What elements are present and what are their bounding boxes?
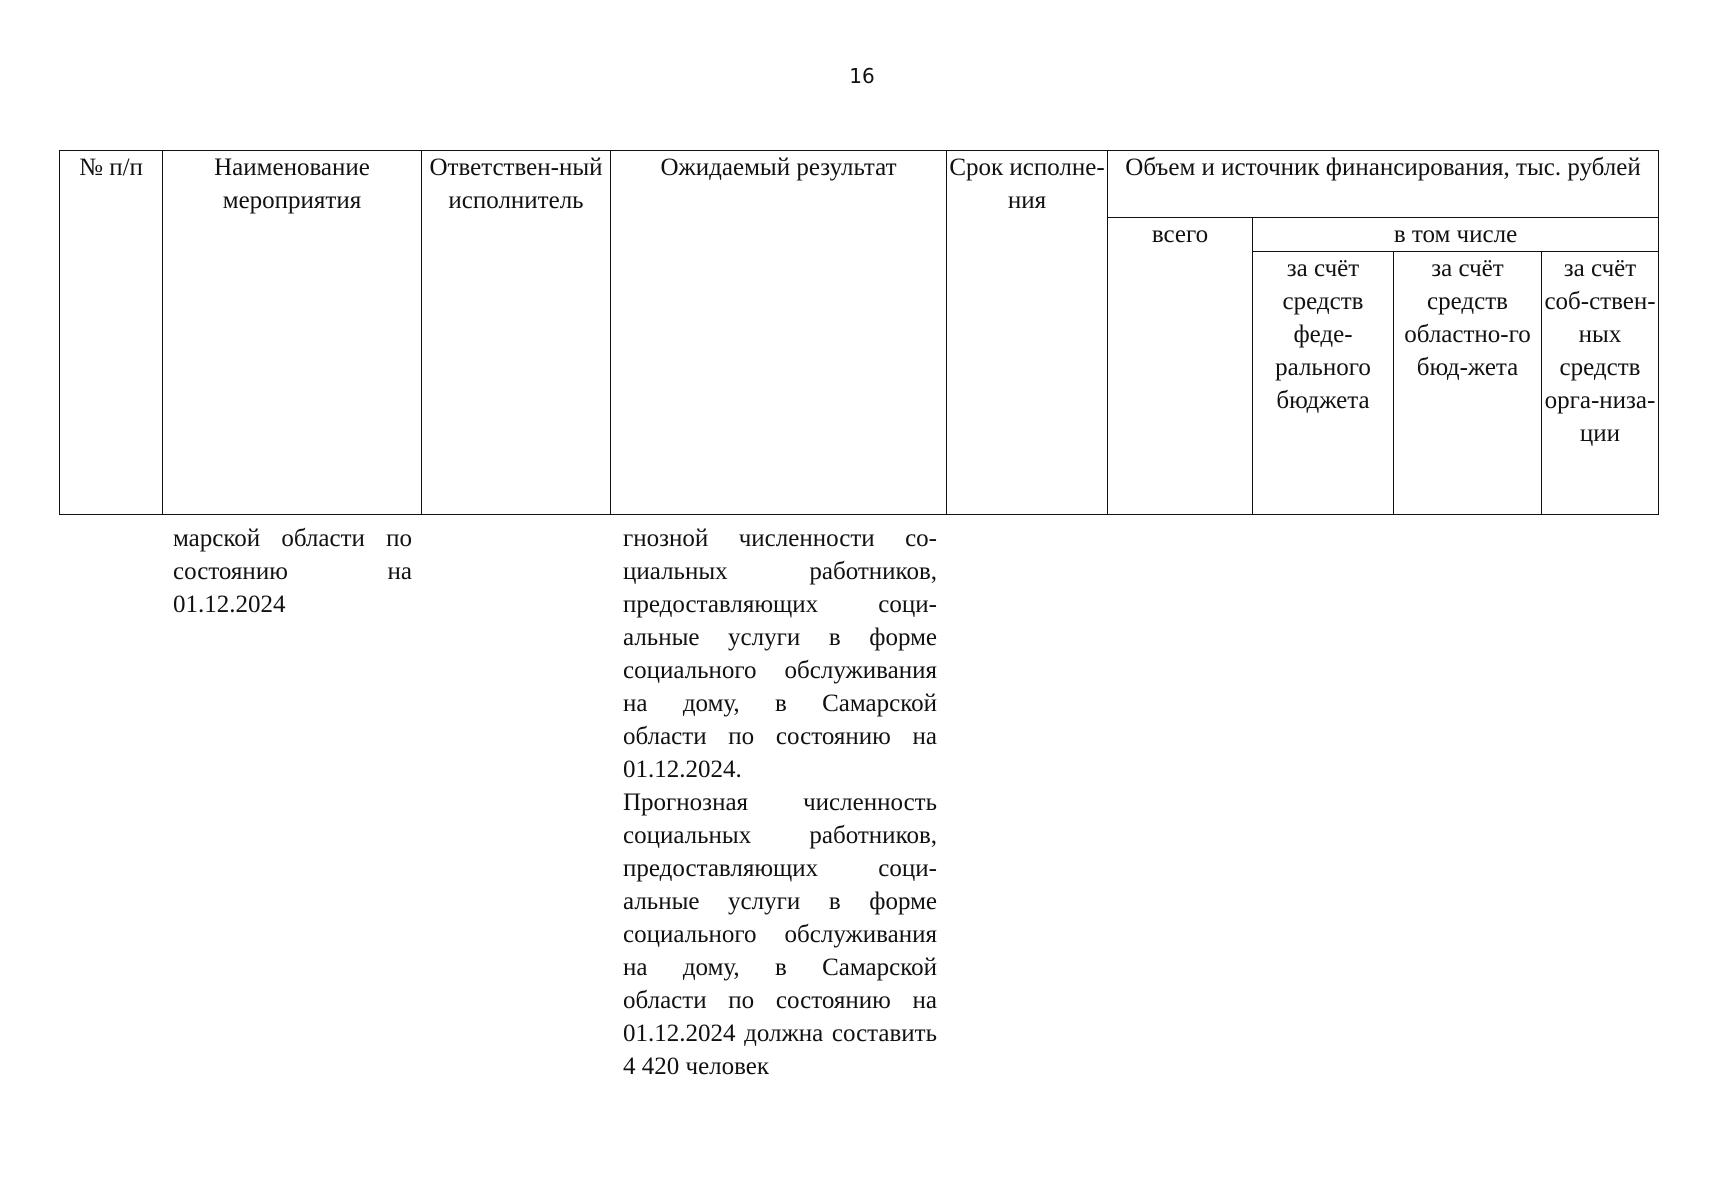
header-financing-total: всего (1108, 218, 1253, 515)
header-regional-budget: за счёт средств областно-го бюд-жета (1394, 252, 1542, 515)
header-own-funds: за счёт соб-ствен-ных средств орга-низа-ции (1542, 252, 1659, 515)
header-event-name: Наименование мероприятия (163, 151, 422, 515)
event-name-text: марской области по состоянию на 01.12.2024 (173, 525, 412, 618)
header-financing: Объем и источник финансирования, тыс. рублей (1108, 151, 1659, 218)
financing-table-header (59, 150, 1659, 515)
header-row-number: № п/п (60, 151, 163, 515)
page-number: 16 (849, 64, 875, 88)
expected-result-paragraph-2: Прогнозная численность социальных работников, предоставляющих социальные услуги в форме социального обслуживания на дому, в Самарской области по состоянию на 01.12.2024 должна составить 4 420 человек (623, 789, 937, 1080)
expected-result-paragraph-1: гнозной численности социальных работников, предоставляющих социальные услуги в форме социального обслуживания на дому, в Самарской области по состоянию на 01.12.2024. (623, 525, 937, 783)
event-name-continuation (173, 522, 412, 621)
header-financing-including: в том числе (1253, 218, 1659, 252)
header-deadline: Срок исполне-ния (947, 151, 1108, 515)
expected-result-continuation (623, 522, 937, 1083)
header-responsible: Ответствен-ный исполнитель (422, 151, 611, 515)
header-federal-budget: за счёт средств феде-рального бюджета (1253, 252, 1394, 515)
header-expected-result: Ожидаемый результат (611, 151, 947, 515)
